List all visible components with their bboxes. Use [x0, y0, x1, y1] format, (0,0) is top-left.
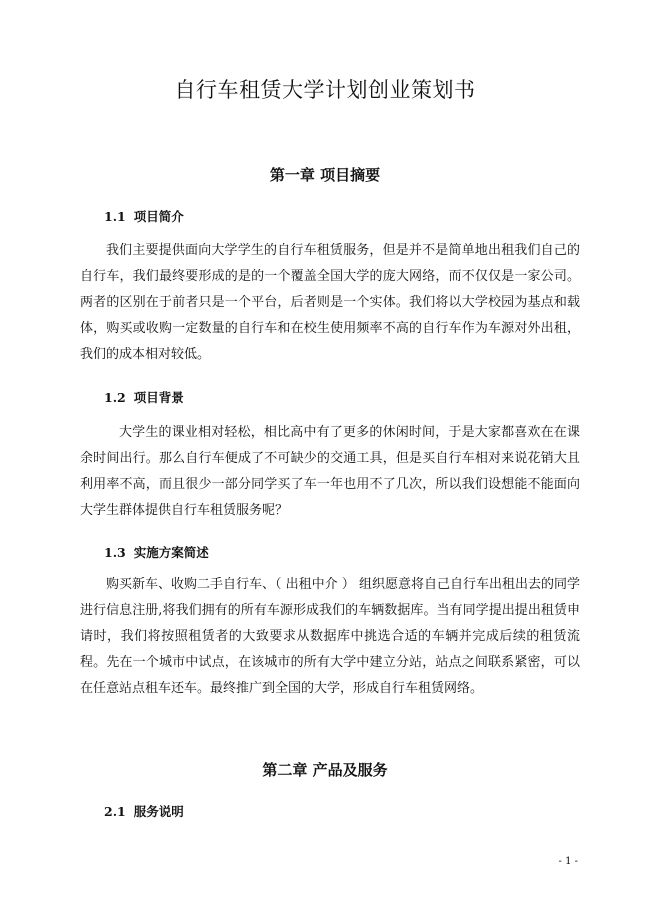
- document-title: 自行车租赁大学计划创业策划书: [174, 78, 476, 102]
- chapter-1-heading: 第一章 项目摘要: [269, 166, 381, 184]
- section-1-1-heading: [104, 207, 184, 225]
- section-1-2-paragraph: 大学生的课业相对轻松，相比高中有了更多的休闲时间，于是大家都喜欢在在课余时间出行。那么自行车便成了不可缺少的交通工具，但是买自行车相对来说花销大且利用率不高，而且很少一部分同学买了车一年也用不了几次，所以我们设想能不能面向大学生群体提供自行车租赁服务呢？: [80, 425, 580, 518]
- section-1-2-heading: [104, 388, 184, 406]
- section-title: 项目简介: [133, 209, 184, 224]
- section-1-3-heading: [104, 543, 209, 561]
- chapter-2-heading: 第二章 产品及服务: [262, 761, 388, 779]
- section-1-3-paragraph: 购买新车、收购二手自行车、（ 出租中介 ） 组织愿意将自己自行车出租出去的同学进行信息注册,将我们拥有的所有车源形成我们的车辆数据库。当有同学提出提出租赁申请时，我们将按照租赁者的大致要求从数据库中挑选合适的车辆并完成后续的租赁流程。先在一个城市中试点，在该城市的所有大学中建立分站，站点之间联系紧密，可以在任意站点租车还车。最终推广到全国的大学，形成自行车租赁网络。: [80, 577, 580, 696]
- section-title: 项目背景: [133, 390, 184, 405]
- section-number: 1.2: [104, 390, 126, 405]
- section-number: 2.1: [104, 804, 126, 819]
- section-1-1-paragraph: 我们主要提供面向大学学生的自行车租赁服务，但是并不是简单地出租我们自己的自行车，我们最终要形成的是的一个覆盖全国大学的庞大网络，而不仅仅是一家公司。两者的区别在于前者只是一个平台，后者则是一个实体。我们将以大学校园为基点和载体，购买或收购一定数量的自行车和在校生使用频率不高的自行车作为车源对外出租，我们的成本相对较低。: [80, 243, 580, 362]
- page-number: - 1 -: [558, 856, 578, 867]
- section-title: 实施方案简述: [133, 545, 209, 560]
- section-number: 1.3: [104, 545, 126, 560]
- section-title: 服务说明: [133, 804, 184, 819]
- section-number: 1.1: [104, 209, 126, 224]
- section-2-1-heading: [104, 802, 184, 820]
